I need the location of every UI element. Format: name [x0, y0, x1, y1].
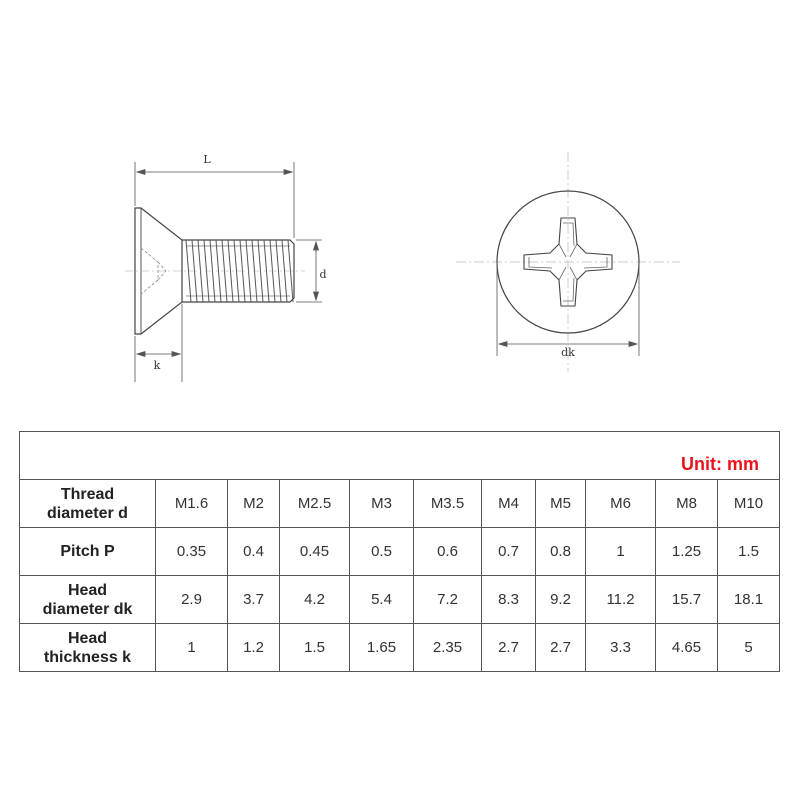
table-cell: 1 [586, 528, 656, 576]
table-cell: M8 [656, 480, 718, 528]
table-cell: 0.35 [156, 528, 228, 576]
table-cell: M2 [228, 480, 280, 528]
table-cell: 0.8 [536, 528, 586, 576]
screw-side-view [125, 208, 305, 334]
table-cell: 0.6 [414, 528, 482, 576]
table-cell: 4.2 [280, 576, 350, 624]
table-cell: 15.7 [656, 576, 718, 624]
table-cell: 0.4 [228, 528, 280, 576]
row-label [20, 480, 156, 528]
table-cell: 2.9 [156, 576, 228, 624]
table-cell: 1.65 [350, 624, 414, 672]
table-cell: 0.45 [280, 528, 350, 576]
table-cell: 11.2 [586, 576, 656, 624]
table-cell: M6 [586, 480, 656, 528]
diameter-dimension [296, 240, 322, 302]
unit-label: Unit: mm [20, 432, 780, 480]
table-cell: M2.5 [280, 480, 350, 528]
table-cell: M5 [536, 480, 586, 528]
table-cell: M10 [718, 480, 780, 528]
table-cell: 8.3 [482, 576, 536, 624]
row-label [20, 624, 156, 672]
unit-header-row [20, 432, 780, 480]
table-cell: 1 [156, 624, 228, 672]
table-cell: 1.25 [656, 528, 718, 576]
spec-rows [20, 480, 780, 672]
table-cell: 3.7 [228, 576, 280, 624]
specification-table [19, 431, 780, 672]
table-cell: M4 [482, 480, 536, 528]
table-cell: 3.3 [586, 624, 656, 672]
table-cell: 2.35 [414, 624, 482, 672]
row-label-line: Pitch P [60, 543, 115, 560]
table-cell: 5 [718, 624, 780, 672]
pitch-row [20, 528, 780, 576]
row-label-line: Head [67, 581, 108, 599]
head-thickness-row [20, 624, 780, 672]
thread-diameter-row [20, 480, 780, 528]
row-label-line: Head [67, 629, 108, 647]
diameter-label: d [319, 268, 327, 281]
table-cell: 0.7 [482, 528, 536, 576]
row-label [20, 528, 156, 576]
row-label-line: thickness k [43, 648, 132, 666]
row-label-line: Thread [60, 485, 115, 503]
table-cell: 0.5 [350, 528, 414, 576]
length-dimension [135, 162, 294, 238]
table-cell: 7.2 [414, 576, 482, 624]
table-cell: M1.6 [156, 480, 228, 528]
table-cell: 9.2 [536, 576, 586, 624]
row-label-line: diameter dk [42, 600, 133, 618]
table-cell: 1.2 [228, 624, 280, 672]
length-label: L [203, 153, 211, 166]
row-label-line: diameter d [47, 504, 128, 522]
table-cell: 18.1 [718, 576, 780, 624]
table-cell: 1.5 [280, 624, 350, 672]
head-thickness-label: k [153, 359, 161, 372]
screw-top-view [456, 152, 680, 372]
table-cell: 4.65 [656, 624, 718, 672]
table-cell: 2.7 [482, 624, 536, 672]
table-cell: M3.5 [414, 480, 482, 528]
table-cell: 5.4 [350, 576, 414, 624]
table-cell: 1.5 [718, 528, 780, 576]
head-diameter-label: dk [561, 346, 575, 359]
table-cell: M3 [350, 480, 414, 528]
row-label [20, 576, 156, 624]
table-cell: 2.7 [536, 624, 586, 672]
head-diameter-row [20, 576, 780, 624]
